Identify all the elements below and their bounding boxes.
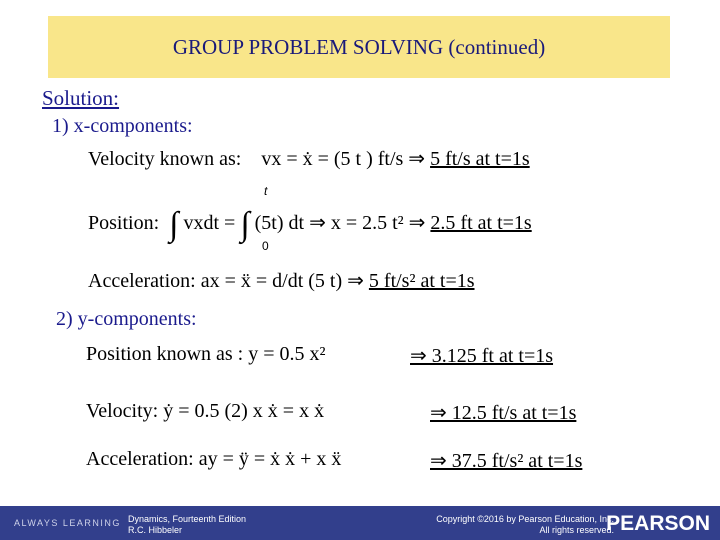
pearson-logo: PEARSON bbox=[606, 512, 710, 535]
y-head-text: 2) y-components: bbox=[56, 308, 197, 330]
vel-label: Velocity known as: bbox=[88, 148, 242, 170]
ypos-result: ⇒ 3.125 ft at t=1s bbox=[410, 345, 554, 367]
book-title: Dynamics, Fourteenth Edition bbox=[128, 514, 247, 524]
pos-result: 2.5 ft at t=1s bbox=[430, 212, 532, 234]
ypos-eq: Position known as : y = 0.5 x² bbox=[86, 343, 326, 365]
title-text: GROUP PROBLEM SOLVING (continued) bbox=[172, 34, 546, 59]
author: R.C. Hibbeler bbox=[128, 525, 183, 535]
yacc-result: ⇒ 37.5 ft/s² at t=1s bbox=[430, 450, 583, 472]
pos-label: Position: bbox=[88, 212, 160, 234]
integral-icon: ∫ bbox=[169, 206, 179, 243]
copyright: Copyright ©2016 by Pearson Education, Inc. bbox=[436, 514, 614, 524]
y-position-line bbox=[86, 343, 326, 366]
vel-result: 5 ft/s at t=1s bbox=[430, 148, 530, 170]
lower-limit: 0 bbox=[262, 239, 269, 253]
rights: All rights reserved. bbox=[539, 525, 614, 535]
yvel-result: ⇒ 12.5 ft/s at t=1s bbox=[430, 402, 577, 424]
position-line bbox=[88, 200, 532, 243]
y-velocity-line: Velocity: ẏ = 0.5 (2) x ẋ = x ẋ bbox=[86, 400, 325, 422]
velocity-line bbox=[88, 146, 530, 171]
footer-bar bbox=[0, 506, 720, 540]
vel-eq: vx = ẋ = (5 t ) ft/s ⇒ bbox=[261, 148, 431, 170]
y-acceleration-line: Acceleration: ay = ÿ = ẋ ẋ + x ẍ bbox=[86, 448, 342, 470]
solution-heading: Solution: bbox=[42, 86, 120, 110]
acc-eq: Acceleration: ax = ẍ = d/dt (5 t) ⇒ bbox=[88, 270, 369, 292]
y-components-heading bbox=[56, 308, 197, 331]
pos-eq2: (5t) dt ⇒ x = 2.5 t² ⇒ bbox=[254, 212, 431, 234]
x-head-text: 1) x-components: bbox=[52, 115, 193, 137]
acceleration-line bbox=[88, 268, 475, 293]
acc-result: 5 ft/s² at t=1s bbox=[368, 270, 475, 292]
upper-limit: t bbox=[264, 184, 268, 198]
slide-title bbox=[48, 16, 670, 78]
integral-icon: ∫ bbox=[240, 206, 250, 243]
pos-eq: vxdt = bbox=[183, 212, 241, 234]
always-learning: ALWAYS LEARNING bbox=[14, 518, 121, 528]
x-components-heading bbox=[52, 115, 193, 138]
